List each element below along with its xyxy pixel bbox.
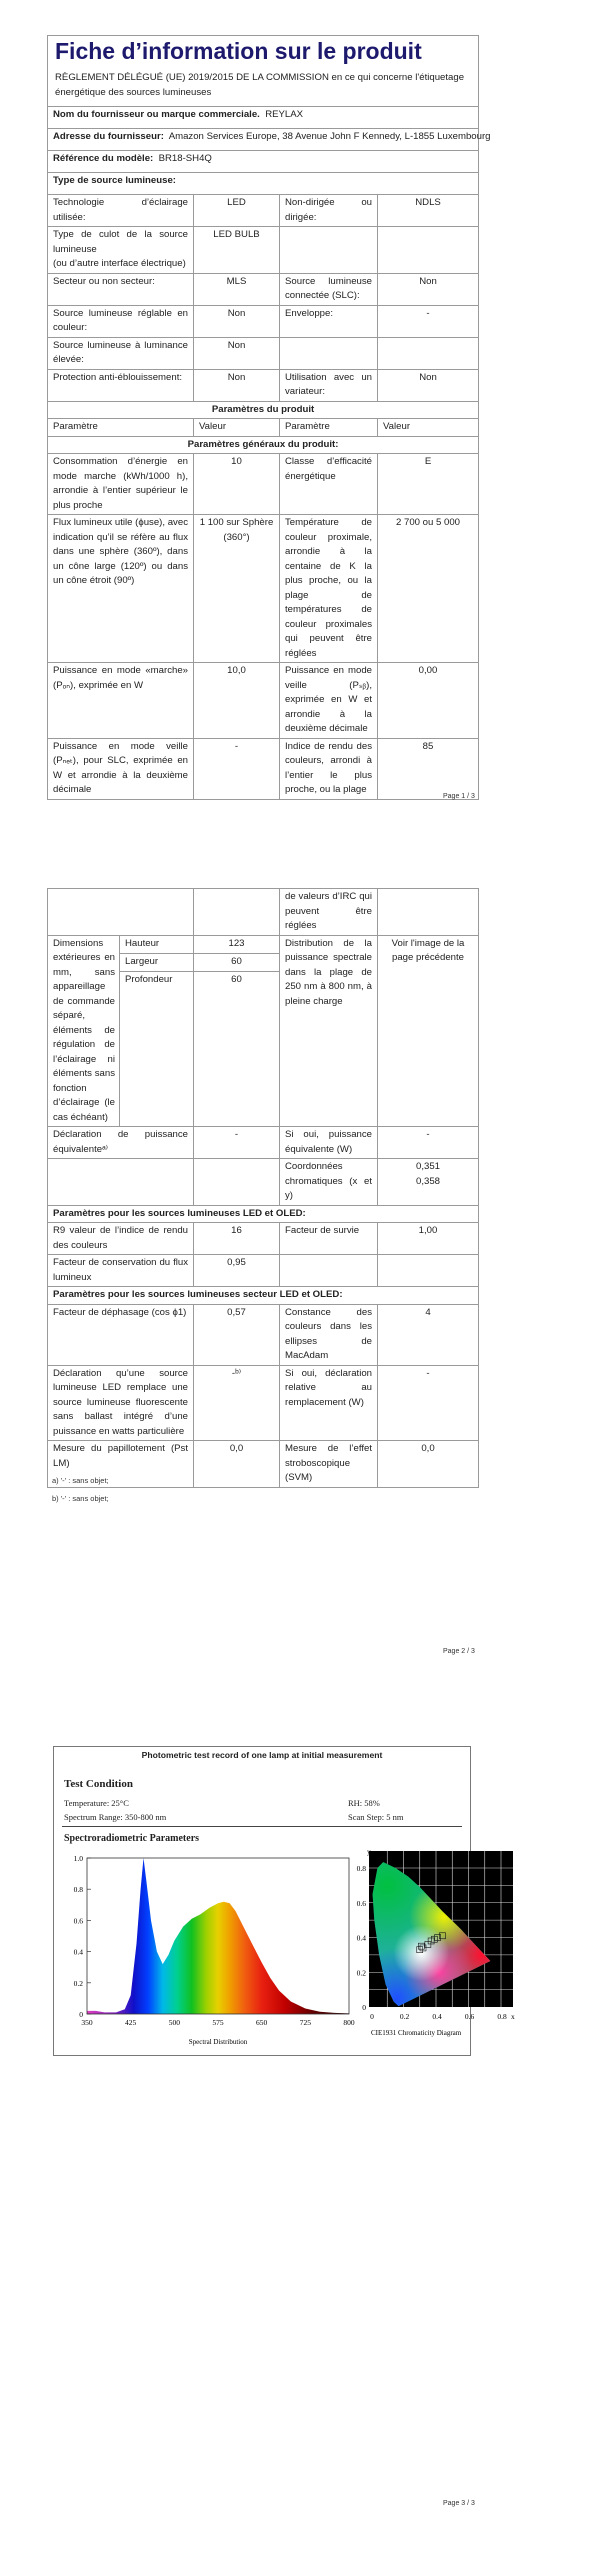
led-title: Paramètres pour les sources lumineuses LED et OLED: [48,1205,479,1223]
table-row [48,1223,479,1255]
page-title: Fiche d’information sur le produit [55,38,422,64]
table-row [48,663,479,739]
parameter-value: 2 700 ou 5 000 [378,515,479,663]
parameter-label [280,227,378,274]
parameter-label: Consommation d’énergie en mode marche (kWh/1000 h), arrondie à l’entier supérieur le plus proche [48,454,194,515]
model-row [48,151,479,173]
address-row [48,129,479,151]
general-title-row [48,436,479,454]
x-tick-label: 800 [343,2018,355,2027]
spd-value: Voir l'image de la page précédente [378,935,479,1127]
parameter-label: Mesure du papillotement (Pst LM) [48,1441,194,1488]
parameter-value: NDLS [378,195,479,227]
parameter-value: LED [194,195,280,227]
parameter-value: 10,0 [194,663,280,739]
x-tick-label: 650 [256,2018,268,2027]
header-parametre: Paramètre [48,419,194,437]
parameter-value: 1,00 [378,1223,479,1255]
parameter-label: Indice de rendu des couleurs, arrondi à l’entier le plus proche, ou la plage [280,738,378,799]
x-tick-label: 0.6 [464,2012,475,2021]
y-tick-label: 0 [362,2003,366,2012]
parameter-label: Constance des couleurs dans les ellipses de MacAdam [280,1304,378,1365]
parameter-label: Secteur ou non secteur: [48,273,194,305]
page-1-table-clip [47,35,491,795]
header-valeur-2: Valeur [378,419,479,437]
parameter-label: Technologie d’éclairage utilisée: [48,195,194,227]
parameter-value [378,227,479,274]
regulation-text: RÈGLEMENT DÉLÉGUÉ (UE) 2019/2015 DE LA COMMISSION en ce qui concerne l'étiquetage énergétique des sources lumineuses [55,72,465,98]
supplier-name-row [48,107,479,129]
dimension-value: 123 [194,935,280,953]
x-tick-label: 0.4 [432,2012,442,2021]
parameter-value: Non [378,273,479,305]
parameter-label: Déclaration qu’une source lumineuse LED remplace une source lumineuse fluorescente sans ballast intégré d’une puissance en watts particulière [48,1365,194,1441]
parameter-label: Enveloppe: [280,305,378,337]
temperature: Temperature: 25°C [64,1798,129,1808]
header-parametre-2: Paramètre [280,419,378,437]
parameter-label: Si oui, déclaration relative au remplacement (W) [280,1365,378,1441]
y-tick-label: 0 [79,2010,83,2019]
y-tick-label: 0.4 [356,1933,366,1943]
parameter-value: Non [378,369,479,401]
white-region [393,1925,449,1981]
source-type-row [48,173,479,195]
table-row [48,227,479,274]
x-axis-label: x [511,2012,515,2021]
table-row [48,1365,479,1441]
y-tick-label: 0.2 [73,1978,83,1988]
parameter-label: Type de culot de la source lumineuse (ou d’autre interface électrique) [48,227,194,274]
parameter-label [280,337,378,369]
scan-step: Scan Step: 5 nm [348,1812,404,1822]
page-number: Page 3 / 3 [443,2500,475,2507]
table-row [48,369,479,401]
y-tick-label: 0.4 [73,1947,83,1957]
table-row [48,1304,479,1365]
parameter-value [378,337,479,369]
y-tick-label: 0.2 [356,1968,366,1978]
cie-chart-title: CIE1931 Chromaticity Diagram [371,2029,462,2037]
x-tick-label: 0.8 [497,2012,507,2021]
parameter-label: Puissance en mode veille (Pₙₑₜ), pour SLC, exprimée en W et arrondie à la deuxième décimale [48,738,194,799]
parameter-value: 1 100 sur Sphère (360°) [194,515,280,663]
table-row [48,337,479,369]
parameter-label: Utilisation avec un variateur: [280,369,378,401]
section-heading: Spectroradiometric Parameters [64,1833,200,1844]
y-tick-label: 1.0 [73,1854,83,1863]
parameter-value: - [194,1127,280,1159]
dimensions-row [48,935,479,953]
page-2 [0,880,603,1680]
parameter-label [280,1255,378,1287]
parameter-value: 0,00 [378,663,479,739]
charts-svg [54,1747,515,2055]
parameter-label: Déclaration de puissance équivalenteᵃ⁾ [48,1127,194,1159]
led-title-row [48,1205,479,1223]
parameter-label: Facteur de déphasage (cos ϕ1) [48,1304,194,1365]
parameter-label: Non-dirigée ou dirigée: [280,195,378,227]
x-tick-label: 725 [299,2018,311,2027]
table-row [48,1255,479,1287]
parameter-value [378,1255,479,1287]
parameter-label: Si oui, puissance équivalente (W) [280,1127,378,1159]
parameter-value [194,1159,280,1206]
parameter-value: 10 [194,454,280,515]
spectrum-range: Spectrum Range: 350-800 nm [64,1812,167,1822]
supplier-name-label: Nom du fournisseur ou marque commerciale. [53,109,260,120]
y-tick-label: 0.8 [73,1885,83,1895]
parameter-value: 85 [378,738,479,799]
title-row [48,36,479,107]
parameter-label: Flux lumineux utile (ϕuse), avec indication qu’il se réfère au flux dans une sphère (360º), dans un cône large (120º) ou dans un cône étroit (90º) [48,515,194,663]
dimensions-label: Dimensions extérieures en mm, sans appareillage de commande séparé, éléments de régulation de l’éclairage ni éléments sans fonction d’éclairage (le cas échéant) [48,935,120,1127]
record-title: Photometric test record of one lamp at initial measurement [141,1750,383,1760]
mains-title-row [48,1287,479,1305]
parameter-value: Non [194,305,280,337]
address: Amazon Services Europe, 38 Avenue John F Kennedy, L-1855 Luxembourg [168,131,491,142]
table-row [48,738,479,799]
parameter-value: 0,0 [378,1441,479,1488]
y-axis-label: y [367,1847,371,1856]
parameter-value: - [378,1127,479,1159]
parameter-label: Puissance en mode «marche» (Pₒₙ), exprimée en W [48,663,194,739]
source-type-label: Type de source lumineuse: [48,173,479,195]
page-1 [0,0,603,820]
relative-humidity: RH: 58% [348,1798,380,1808]
y-tick-label: 0.6 [73,1916,83,1926]
table-row [48,195,479,227]
parameter-label: Coordonnées chromatiques (x et y) [280,1159,378,1206]
parameter-value: - [378,305,479,337]
parameter-label: Source lumineuse réglable en couleur: [48,305,194,337]
parameter-value: Non [194,369,280,401]
parameter-value: MLS [194,273,280,305]
table-row [48,454,479,515]
parameter-label: Source lumineuse connectée (SLC): [280,273,378,305]
table-row [48,1127,479,1159]
y-tick-label: 0.8 [356,1864,366,1873]
table-row [48,1441,479,1488]
model-label: Référence du modèle: [53,153,154,164]
x-tick-label: 425 [125,2018,137,2027]
dimension-label: Largeur [120,953,194,971]
table-row [48,273,479,305]
dimension-label: Hauteur [120,935,194,953]
irc-continuation: de valeurs d’IRC qui peuvent être réglées [280,889,378,936]
parameter-value: 4 [378,1304,479,1365]
x-tick-label: 0 [370,2012,374,2021]
parameter-label: Source lumineuse à luminance élevée: [48,337,194,369]
footnote-b: b) '-' : sans objet; [52,1494,109,1503]
parameter-value: - [194,738,280,799]
y-tick-label: 0.6 [356,1898,366,1908]
parameter-label: Facteur de survie [280,1223,378,1255]
product-info-table-continued [47,888,479,1488]
parameter-value: 0,0 [194,1441,280,1488]
parameter-value: 0,57 [194,1304,280,1365]
parameter-label [48,1159,194,1206]
mains-title: Paramètres pour les sources lumineuses secteur LED et OLED: [48,1287,479,1305]
parameter-value: 16 [194,1223,280,1255]
product-info-table [47,35,491,800]
general-title: Paramètres généraux du produit: [48,436,479,454]
params-header-row [48,419,479,437]
parameter-value: 0,351 0,358 [378,1159,479,1206]
parameter-value: - [378,1365,479,1441]
page-number: Page 1 / 3 [443,793,475,800]
irc-continuation-row [48,889,479,936]
parameter-label: Mesure de l’effet stroboscopique (SVM) [280,1441,378,1488]
dimension-label: Profondeur [120,971,194,1126]
parameter-value: LED BULB [194,227,280,274]
x-tick-label: 500 [168,2018,180,2027]
params-title-row [48,401,479,419]
parameter-value: E [378,454,479,515]
spd-label: Distribution de la puissance spectrale dans la plage de 250 nm à 800 nm, à pleine charge [280,935,378,1127]
photometric-test-record [53,1746,515,2056]
x-tick-label: 350 [81,2018,93,2027]
spectral-distribution-area [87,1858,349,2014]
model-reference: BR18-SH4Q [158,153,212,164]
parameter-label: Facteur de conservation du flux lumineux [48,1255,194,1287]
test-condition-heading: Test Condition [64,1778,133,1790]
supplier-name: REYLAX [265,109,304,120]
x-tick-label: 575 [212,2018,224,2027]
table-row [48,305,479,337]
header-valeur: Valeur [194,419,280,437]
footnote-a: a) '-' : sans objet; [52,1476,109,1485]
parameter-value: 0,95 [194,1255,280,1287]
parameter-value: Non [194,337,280,369]
x-axis-label: Spectral Distribution [188,2038,248,2046]
parameter-label: Puissance en mode veille (Pₛᵦ), exprimée en W et arrondie à la deuxième décimale [280,663,378,739]
parameter-label: Classe d’efficacité énergétique [280,454,378,515]
parameter-label: R9 valeur de l’indice de rendu des couleurs [48,1223,194,1255]
parameter-label: Protection anti-éblouissement: [48,369,194,401]
x-tick-label: 0.2 [399,2012,410,2021]
table-row [48,515,479,663]
address-label: Adresse du fournisseur: [53,131,164,142]
page-number: Page 2 / 3 [443,1648,475,1655]
parameter-label: Température de couleur proximale, arrondie à la centaine de K la plus proche, ou la plage de températures de couleur proximales qui peuvent être réglées [280,515,378,663]
dimension-value: 60 [194,953,280,971]
parameter-value: -ᵇ⁾ [194,1365,280,1441]
table-row [48,1159,479,1206]
params-title: Paramètres du produit [48,401,479,419]
dimension-value: 60 [194,971,280,1126]
